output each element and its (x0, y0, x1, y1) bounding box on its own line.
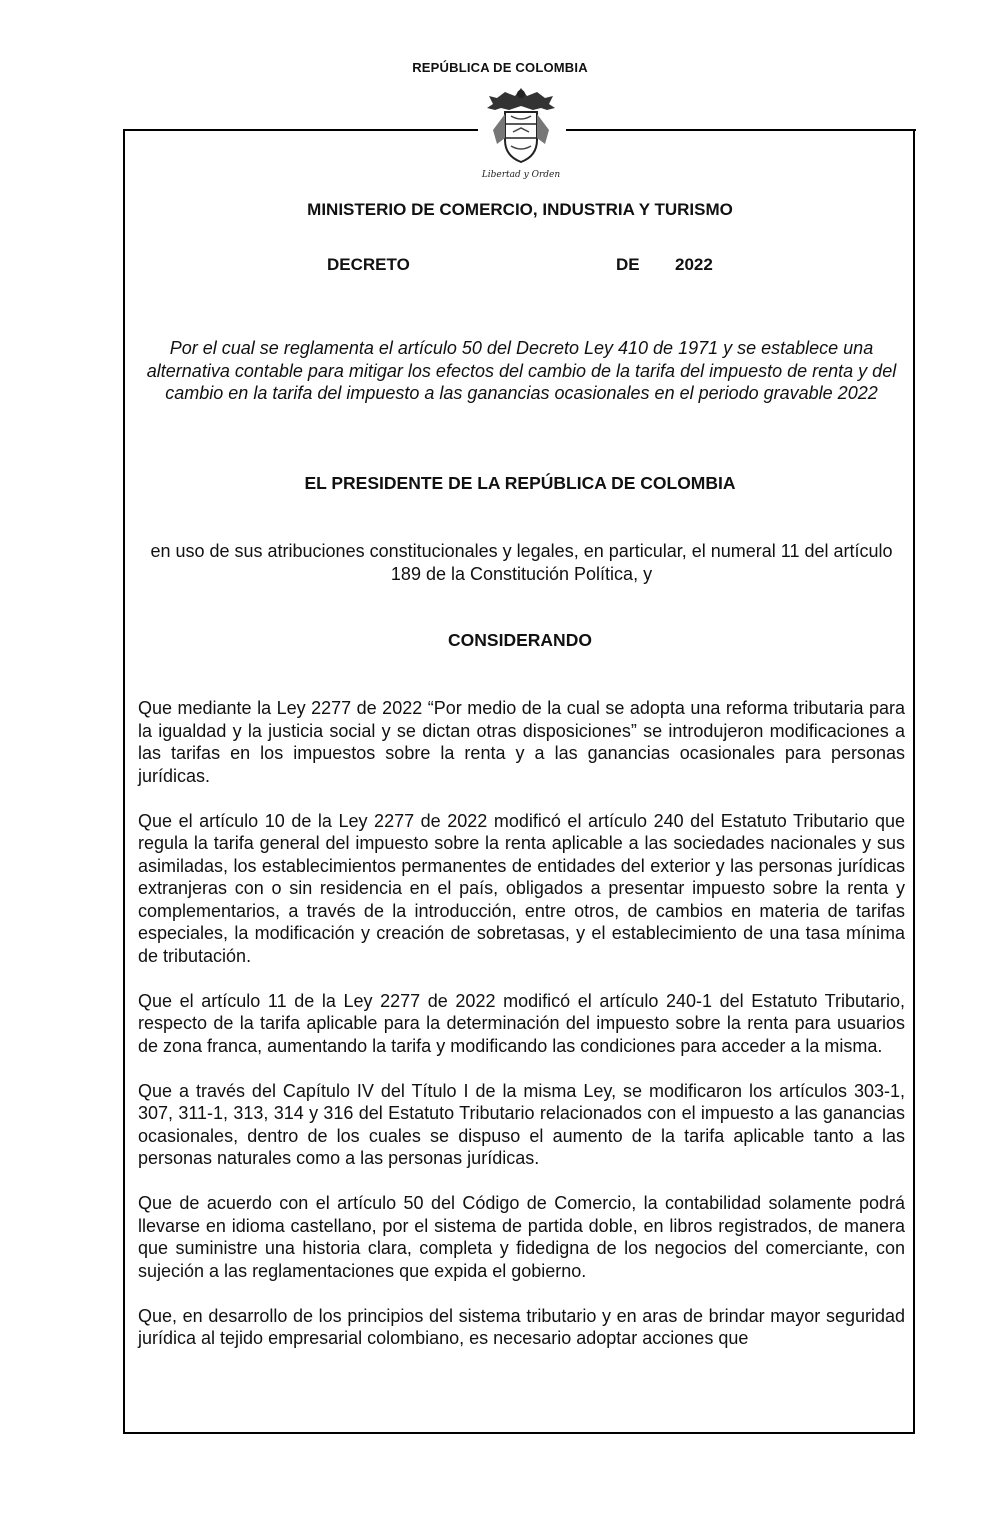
paragraph: Que de acuerdo con el artículo 50 del Código de Comercio, la contabilidad solamente podrá llevarse en idioma castellano, por el sistema de partida doble, en libros registrados, de manera que suministre una historia clara, completa y fidedigna de los negocios del comerciante, con sujeción a las reglamentaciones que expida el gobierno. (138, 1193, 905, 1281)
president-heading: EL PRESIDENTE DE LA REPÚBLICA DE COLOMBIA (304, 473, 736, 493)
seal-motto: Libertad y Orden (481, 170, 561, 180)
ministry-title: MINISTERIO DE COMERCIO, INDUSTRIA Y TURISMO (307, 200, 733, 219)
considering-body (138, 697, 905, 1372)
decree-de-label: DE (616, 255, 640, 274)
considering-heading: CONSIDERANDO (448, 630, 592, 650)
powers-statement: en uso de sus atribuciones constitucionales y legales, en particular, el numeral 11 del artículo 189 de la Constitución Política, y (150, 541, 893, 584)
paragraph: Que el artículo 10 de la Ley 2277 de 2022 modificó el artículo 240 del Estatuto Tributario que regula la tarifa general del impuesto sobre la renta aplicable a las sociedades nacionales y sus asimiladas, los establecimientos permanentes de entidades del exterior y las personas jurídicas extranjeras con o sin residencia en el país, obligados a presentar impuesto sobre la renta y complementarios, a través de la introducción, entre otros, de cambios en materia de tarifas especiales, la modificación y creación de sobretasas, y el establecimiento de una tasa mínima de tributación. (138, 810, 905, 966)
paragraph: Que, en desarrollo de los principios del sistema tributario y en aras de brindar mayor seguridad jurídica al tejido empresarial colombiano, es necesario adoptar acciones que (138, 1305, 905, 1348)
frame-top-right-rule (566, 129, 916, 131)
decree-year: 2022 (675, 255, 713, 274)
coat-of-arms-seal (475, 82, 567, 182)
paragraph: Que a través del Capítulo IV del Título I de la misma Ley, se modificaron los artículos 303-1, 307, 311-1, 313, 314 y 316 del Estatuto Tributario relacionados con el impuesto a las ganancias ocasionales, dentro de los cuales se dispuso el aumento de la tarifa aplicable tanto a las personas naturales como a las personas jurídicas. (138, 1080, 905, 1168)
republic-heading: REPÚBLICA DE COLOMBIA (412, 60, 588, 75)
paragraph: Que mediante la Ley 2277 de 2022 “Por medio de la cual se adopta una reforma tributaria para la igualdad y la justicia social y se dictan otras disposiciones” se introdujeron modificaciones a las tarifas en los impuestos sobre la renta y a las ganancias ocasionales para personas jurídicas. (138, 698, 905, 786)
paragraph: Que el artículo 11 de la Ley 2277 de 2022 modificó el artículo 240-1 del Estatuto Tributario, respecto de la tarifa aplicable para la determinación del impuesto sobre la renta para usuarios de zona franca, aumentando la tarifa y modificando las condiciones para acceder a la misma. (138, 990, 905, 1056)
decree-summary: Por el cual se reglamenta el artículo 50 del Decreto Ley 410 de 1971 y se establece una alternativa contable para mitigar los efectos del cambio de la tarifa del impuesto de renta y del cambio en la tarifa del impuesto a las ganancias ocasionales en el periodo gravable 2022 (146, 338, 897, 403)
decree-label: DECRETO (327, 255, 410, 274)
frame-top-left-rule (123, 129, 478, 131)
